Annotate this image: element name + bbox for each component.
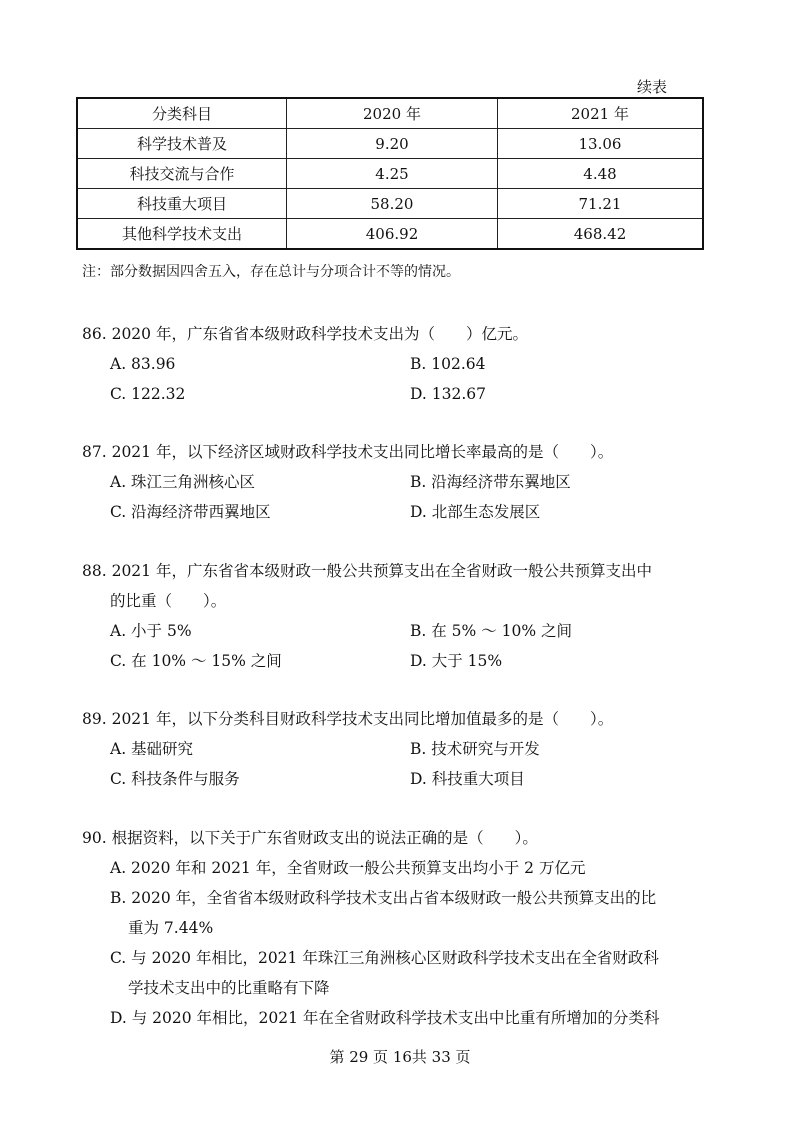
option-list bbox=[82, 349, 722, 409]
option-line: A. 2020 年和 2021 年，全省财政一般公共预算支出均小于 2 万亿元 bbox=[110, 859, 586, 877]
option-d[interactable]: D. 132.67 bbox=[410, 385, 486, 403]
table-cell: 468.42 bbox=[498, 219, 704, 250]
option-list bbox=[82, 734, 722, 794]
option-a[interactable]: A. 83.96 bbox=[110, 355, 176, 373]
table-row bbox=[77, 129, 703, 159]
table-cell: 科技重大项目 bbox=[77, 189, 287, 219]
option-c[interactable]: C. 科技条件与服务 bbox=[110, 770, 240, 788]
table-header-cell: 2020 年 bbox=[287, 98, 498, 129]
continued-label: 续表 bbox=[637, 78, 668, 96]
table-row bbox=[77, 219, 703, 250]
option-line: D. 与 2020 年相比，2021 年在全省财政科学技术支出中比重有所增加的分类科 bbox=[110, 1009, 660, 1027]
option-b[interactable] bbox=[82, 883, 722, 943]
option-line: 学技术支出中的比重略有下降 bbox=[128, 979, 330, 997]
table-cell: 13.06 bbox=[498, 129, 704, 159]
option-d[interactable] bbox=[82, 1003, 722, 1033]
table-header-cell: 2021 年 bbox=[498, 98, 704, 129]
table-cell: 4.25 bbox=[287, 159, 498, 189]
option-d[interactable]: D. 大于 15% bbox=[410, 652, 503, 670]
table-row bbox=[77, 159, 703, 189]
table-cell: 科技交流与合作 bbox=[77, 159, 287, 189]
table-cell: 58.20 bbox=[287, 189, 498, 219]
option-line: B. 2020 年，全省省本级财政科学技术支出占省本级财政一般公共预算支出的比 bbox=[110, 889, 657, 907]
table-cell: 71.21 bbox=[498, 189, 704, 219]
expenditure-table bbox=[76, 97, 704, 250]
question-stem-line: 88. 2021 年，广东省省本级财政一般公共预算支出在全省财政一般公共预算支出中 bbox=[82, 562, 652, 580]
question-90 bbox=[82, 823, 722, 1033]
option-b[interactable]: B. 在 5% ～ 10% 之间 bbox=[410, 622, 572, 640]
table-cell: 9.20 bbox=[287, 129, 498, 159]
option-a[interactable] bbox=[82, 853, 722, 883]
question-stem-line: 的比重（ ）。 bbox=[110, 592, 227, 610]
question-89 bbox=[82, 704, 722, 794]
option-c[interactable]: C. 沿海经济带西翼地区 bbox=[110, 503, 271, 521]
option-c[interactable] bbox=[82, 943, 722, 1003]
page-footer: 第 29 页 16共 33 页 bbox=[329, 1048, 471, 1066]
option-list bbox=[82, 616, 722, 676]
option-line: 重为 7.44% bbox=[128, 919, 214, 937]
table-cell: 其他科学技术支出 bbox=[77, 219, 287, 250]
table-cell: 406.92 bbox=[287, 219, 498, 250]
option-b[interactable]: B. 技术研究与开发 bbox=[410, 740, 540, 758]
table-cell: 4.48 bbox=[498, 159, 704, 189]
question-87 bbox=[82, 437, 722, 527]
table-header-cell: 分类科目 bbox=[77, 98, 287, 129]
option-a[interactable]: A. 小于 5% bbox=[110, 622, 192, 640]
table-row bbox=[77, 189, 703, 219]
question-stem: 90. 根据资料，以下关于广东省财政支出的说法正确的是（ ）。 bbox=[82, 829, 538, 847]
question-stem: 89. 2021 年，以下分类科目财政科学技术支出同比增加值最多的是（ ）。 bbox=[82, 710, 614, 728]
option-a[interactable]: A. 珠江三角洲核心区 bbox=[110, 473, 256, 491]
question-86 bbox=[82, 319, 722, 409]
option-a[interactable]: A. 基础研究 bbox=[110, 740, 194, 758]
option-d[interactable]: D. 北部生态发展区 bbox=[410, 503, 541, 521]
option-c[interactable]: C. 122.32 bbox=[110, 385, 186, 403]
table-note: 注：部分数据因四舍五入，存在总计与分项合计不等的情况。 bbox=[82, 264, 460, 280]
table-header-row bbox=[77, 98, 703, 129]
question-88 bbox=[82, 556, 722, 676]
table-cell: 科学技术普及 bbox=[77, 129, 287, 159]
option-b[interactable]: B. 102.64 bbox=[410, 355, 486, 373]
option-d[interactable]: D. 科技重大项目 bbox=[410, 770, 525, 788]
option-line: C. 与 2020 年相比，2021 年珠江三角洲核心区财政科学技术支出在全省财政科 bbox=[110, 949, 659, 967]
question-stem: 87. 2021 年，以下经济区域财政科学技术支出同比增长率最高的是（ ）。 bbox=[82, 443, 614, 461]
option-b[interactable]: B. 沿海经济带东翼地区 bbox=[410, 473, 571, 491]
option-c[interactable]: C. 在 10% ～ 15% 之间 bbox=[110, 652, 282, 670]
question-stem: 86. 2020 年，广东省省本级财政科学技术支出为（ ）亿元。 bbox=[82, 325, 528, 343]
option-list bbox=[82, 467, 722, 527]
